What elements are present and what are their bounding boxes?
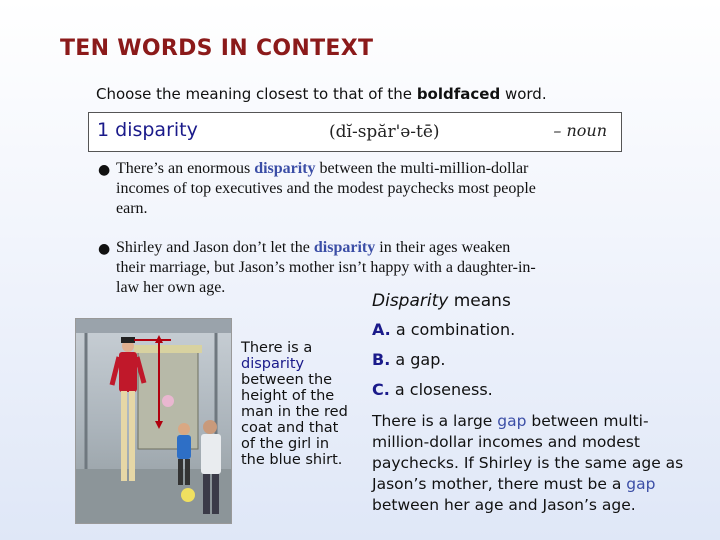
question-word: Disparity: [372, 291, 449, 311]
example-sentence-1: [116, 159, 676, 219]
vocab-word: 1 disparity: [97, 119, 198, 141]
caption-line: the blue shirt.: [241, 452, 343, 468]
pronunciation: (dĭ-spăr'ə-tē): [329, 122, 440, 142]
example-2-line2: their marriage, but Jason’s mother isn’t happy with a daughter-in-: [116, 259, 536, 276]
adult-head: [203, 420, 217, 434]
stilt-leg: [121, 391, 127, 481]
explanation-gap-2: gap: [626, 475, 656, 493]
explanation-part3: between her age and Jason’s age.: [372, 496, 636, 514]
blue-shirt: [177, 435, 191, 459]
option-b[interactable]: [372, 350, 445, 369]
adult-leg: [203, 474, 210, 514]
explanation-gap-1: gap: [497, 412, 527, 430]
explanation-part1: There is a large: [372, 412, 498, 430]
kiosk-roof: [134, 345, 202, 353]
example-1-line3: earn.: [116, 200, 148, 217]
option-c-text: a closeness.: [389, 380, 493, 399]
caption-keyword: disparity: [241, 356, 305, 372]
photo-stilt-walker: [75, 318, 232, 524]
instruction-bold: boldfaced: [416, 85, 501, 103]
photo-caption: [241, 340, 348, 468]
caption-line: between the: [241, 372, 333, 388]
bullet-icon: ●: [98, 241, 111, 257]
photo-illustration: [76, 319, 231, 523]
stilt-leg: [129, 391, 135, 481]
caption-line: height of the: [241, 388, 335, 404]
balloon: [162, 395, 174, 407]
page-title: TEN WORDS IN CONTEXT: [60, 36, 374, 61]
adult-leg: [212, 474, 219, 514]
option-a-letter: A.: [372, 320, 391, 339]
example-2-keyword: disparity: [313, 239, 376, 256]
option-c-letter: C.: [372, 380, 390, 399]
option-a-text: a combination.: [390, 320, 516, 339]
part-of-speech: – noun: [553, 121, 607, 140]
bullet-icon: ●: [98, 162, 111, 178]
example-sentence-2: [116, 238, 676, 298]
example-1-text: There’s an enormous: [116, 160, 255, 177]
example-2-line3: law her own age.: [116, 279, 226, 296]
girl-head: [178, 423, 190, 435]
explanation-part2: between multi-million-dollar incomes and modest paychecks. If Shirley is the same age as Jason’s mother, there must be a: [372, 412, 684, 493]
example-2-text-after: in their ages weaken: [375, 239, 511, 256]
balloon: [181, 488, 195, 502]
question-means: means: [448, 291, 511, 311]
example-1-text-after: between the multi-million-dollar: [315, 160, 529, 177]
red-coat: [119, 352, 137, 392]
answer-explanation: [372, 411, 702, 516]
example-1-line2: incomes of top executives and the modest paychecks most people: [116, 180, 536, 197]
girl-leg: [178, 459, 183, 485]
adult-shirt: [201, 434, 221, 474]
caption-line: man in the red: [241, 404, 348, 420]
example-2-text: Shirley and Jason don’t let the: [116, 239, 314, 256]
caption-line: coat and that: [241, 420, 339, 436]
instruction-after: word.: [500, 85, 547, 103]
option-c[interactable]: [372, 380, 493, 399]
ceiling: [76, 319, 231, 333]
example-1-keyword: disparity: [254, 160, 316, 177]
stilt-walker-hat: [121, 337, 135, 343]
caption-line: of the girl in: [241, 436, 330, 452]
instruction-text: [96, 85, 547, 103]
word-entry-box: [88, 112, 622, 152]
option-b-text: a gap.: [390, 350, 446, 369]
caption-line: There is a: [241, 340, 313, 356]
option-b-letter: B.: [372, 350, 391, 369]
instruction-before: Choose the meaning closest to that of the: [96, 85, 417, 103]
question-prompt: [372, 291, 511, 311]
option-a[interactable]: [372, 320, 515, 339]
girl-leg: [185, 459, 190, 485]
